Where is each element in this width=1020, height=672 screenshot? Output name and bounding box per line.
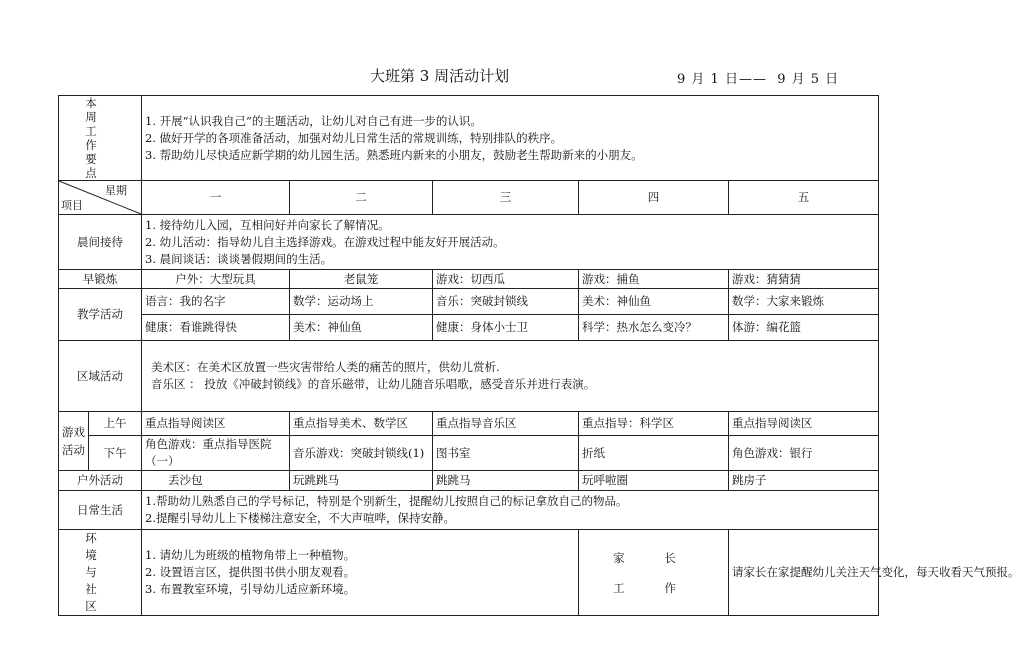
outdoor-cell: 丢沙包: [142, 471, 290, 491]
morning-reception-content: [142, 215, 879, 270]
morning-reception-item: 1. 接待幼儿入园，互相问好并向家长了解情况。: [145, 217, 390, 232]
game-am-cell: 重点指导美术、数学区: [290, 412, 433, 436]
area-activity-item: 音乐区 ： 投放《冲破封锁线》的音乐磁带，让幼儿随音乐唱歌，感受音乐并进行表演。: [151, 377, 596, 391]
parents-label-line: 家 长: [613, 550, 694, 565]
week-focus-item: 1. 开展“认识我自己”的主题活动，让幼儿对自己有进一步的认识。: [145, 113, 482, 128]
environment-label-line: 环 境: [85, 531, 115, 562]
week-focus-content: [142, 96, 879, 181]
morning-reception-item: 3. 晨间谈话：谈谈暑假期间的生活。: [145, 251, 333, 266]
game-pm-cell: 角色游戏：重点指导医院（一）: [142, 436, 290, 471]
area-activity-content: [142, 341, 879, 412]
morning-exercise-cell: 户外：大型玩具: [142, 270, 290, 289]
outdoor-row: [59, 471, 879, 491]
daily-life-row: [59, 491, 879, 530]
parents-label-line: 工 作: [613, 580, 694, 595]
teaching-cell: 音乐：突破封锁线: [433, 289, 579, 315]
environment-label-line: 与: [85, 565, 115, 579]
date-range: 9 月 1 日—— 9 月 5 日: [677, 72, 840, 87]
week-focus-item: 2. 做好开学的各项准备活动，加强对幼儿日常生活的常规训练，特别排队的秩序。: [145, 130, 563, 145]
week-focus-row: [59, 96, 879, 181]
week-focus-label-line: 本 周: [85, 96, 115, 124]
environment-label: [59, 530, 142, 616]
corner-item-label: 项目: [61, 199, 83, 212]
daily-life-item: 2.提醒引导幼儿上下楼梯注意安全，不大声喧哗，保持安静。: [145, 511, 455, 525]
daily-life-content: [142, 491, 879, 530]
corner-weekday-label: 星期: [105, 184, 127, 197]
game-pm-row: [59, 436, 879, 471]
day-header-tue: 二: [290, 181, 433, 215]
game-am-label: 上午: [89, 412, 142, 436]
game-pm-cell: 折纸: [579, 436, 729, 471]
corner-header: [59, 181, 142, 215]
daily-life-label: 日常生活: [59, 491, 142, 530]
environment-item: 2. 设置语言区，提供图书供小朋友观看。: [145, 565, 356, 579]
teaching-cell: 健康：身体小士卫: [433, 315, 579, 341]
morning-exercise-row: [59, 270, 879, 289]
weekly-plan-table: [58, 95, 1020, 616]
week-focus-label: [59, 96, 142, 181]
teaching-label: 教学活动: [59, 289, 142, 341]
area-activity-item: 美术区：在美术区放置一些灾害带给人类的痛苦的照片，供幼儿赏析.: [151, 360, 500, 374]
game-am-cell: 重点指导音乐区: [433, 412, 579, 436]
morning-exercise-cell: 游戏：切西瓜: [433, 270, 579, 289]
teaching-cell: 美术：神仙鱼: [290, 315, 433, 341]
game-pm-cell: 音乐游戏：突破封锁线(1): [290, 436, 433, 471]
morning-reception-label: 晨间接待: [59, 215, 142, 270]
game-am-cell: 重点指导阅读区: [142, 412, 290, 436]
teaching-cell: 数学：运动场上: [290, 289, 433, 315]
environment-item: 1. 请幼儿为班级的植物角带上一种植物。: [145, 548, 356, 562]
week-focus-item: 3. 帮助幼儿尽快适应新学期的幼儿园生活。熟悉班内新来的小朋友，鼓励老生帮助新来的小朋友。: [145, 147, 643, 162]
week-focus-label-line: 工 作: [85, 124, 115, 152]
day-header-mon: 一: [142, 181, 290, 215]
morning-reception-item: 2. 幼儿活动：指导幼儿自主选择游戏。在游戏过程中能友好开展活动。: [145, 234, 505, 249]
area-activity-row: [59, 341, 879, 412]
teaching-cell: 健康：看谁跳得快: [142, 315, 290, 341]
game-am-row: [59, 412, 879, 436]
morning-reception-row: [59, 215, 879, 270]
teaching-row-2: [59, 315, 879, 341]
teaching-cell: 科学：热水怎么变冷？: [579, 315, 729, 341]
outdoor-cell: 跳房子: [729, 471, 879, 491]
morning-exercise-label: 早锻炼: [59, 270, 142, 289]
game-am-cell: 重点指导阅读区: [729, 412, 879, 436]
day-header-wed: 三: [433, 181, 579, 215]
teaching-cell: 语言：我的名字: [142, 289, 290, 315]
area-activity-label: 区域活动: [59, 341, 142, 412]
parents-content: 请家长在家提醒幼儿关注天气变化，每天收看天气预报。: [729, 530, 879, 616]
teaching-cell: 数学：大家来锻炼: [729, 289, 879, 315]
page-title: 大班第 3 周活动计划: [370, 67, 510, 85]
environment-label-line: 社 区: [85, 582, 115, 613]
game-pm-cell: 图书室: [433, 436, 579, 471]
outdoor-cell: 玩跳跳马: [290, 471, 433, 491]
outdoor-cell: 玩呼啦圈: [579, 471, 729, 491]
parents-label: [579, 530, 729, 616]
environment-item: 3. 布置教室环境，引导幼儿适应新环境。: [145, 582, 356, 596]
game-am-cell: 重点指导：科学区: [579, 412, 729, 436]
morning-exercise-cell: 游戏：捕鱼: [579, 270, 729, 289]
environment-content: [142, 530, 579, 616]
day-header-thu: 四: [579, 181, 729, 215]
teaching-row-1: [59, 289, 879, 315]
environment-row: [59, 530, 879, 616]
week-focus-label-line: 要 点: [85, 152, 115, 180]
outdoor-cell: 跳跳马: [433, 471, 579, 491]
day-header-fri: 五: [729, 181, 879, 215]
game-pm-label: 下午: [89, 436, 142, 471]
teaching-cell: 体游：编花篮: [729, 315, 879, 341]
teaching-cell: 美术：神仙鱼: [579, 289, 729, 315]
daily-life-item: 1.帮助幼儿熟悉自己的学号标记，特别是个别新生，提醒幼儿按照自己的标记拿放自己的物品。: [145, 494, 628, 508]
morning-exercise-cell: 游戏：猜猜猜: [729, 270, 879, 289]
morning-exercise-cell: 老鼠笼: [290, 270, 433, 289]
days-header-row: [59, 181, 879, 215]
game-activity-label-line: 活动: [62, 443, 85, 457]
game-activity-label-line: 游戏: [62, 425, 85, 439]
outdoor-label: 户外活动: [59, 471, 142, 491]
game-pm-cell: 角色游戏：银行: [729, 436, 879, 471]
game-activity-label: [59, 412, 89, 471]
